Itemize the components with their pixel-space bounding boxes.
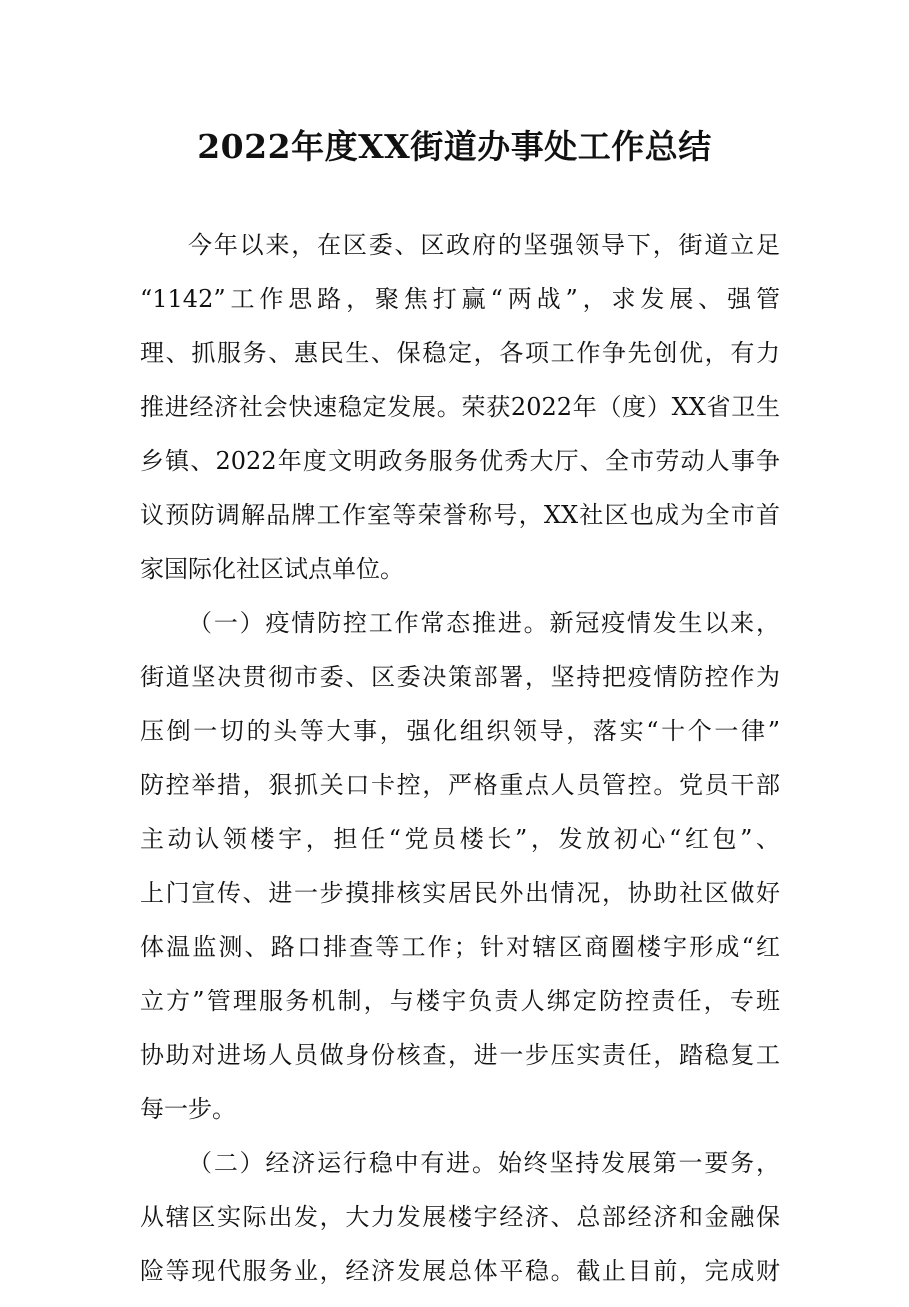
paragraph-line: 理、抓服务、惠民生、保稳定，各项工作争先创优，有力 bbox=[140, 339, 780, 367]
paragraph-economy bbox=[140, 1145, 780, 1307]
paragraph-line: 上门宣传、进一步摸排核实居民外出情况，协助社区做好 bbox=[140, 879, 780, 907]
paragraph-line: 体温监测、路口排查等工作；针对辖区商圈楼宇形成“红 bbox=[140, 933, 780, 961]
paragraph-line: （二）经济运行稳中有进。始终坚持发展第一要务， bbox=[188, 1149, 780, 1177]
paragraph-line: 险等现代服务业，经济发展总体平稳。截止目前，完成财 bbox=[140, 1257, 780, 1285]
paragraph-line: 立方”管理服务机制，与楼宇负责人绑定防控责任，专班 bbox=[140, 987, 780, 1015]
paragraph-line: 街道坚决贯彻市委、区委决策部署，坚持把疫情防控作为 bbox=[140, 663, 780, 691]
paragraph-line: 主动认领楼宇，担任“党员楼长”，发放初心“红包”、 bbox=[140, 825, 780, 853]
paragraph-line: 协助对进场人员做身份核查，进一步压实责任，踏稳复工 bbox=[140, 1041, 780, 1069]
paragraph-line: 乡镇、2022年度文明政务服务优秀大厅、全市劳动人事争 bbox=[140, 447, 780, 475]
paragraph-epidemic-control bbox=[140, 605, 780, 1145]
paragraph-line: 每一步。 bbox=[140, 1095, 236, 1123]
paragraph-line: 压倒一切的头等大事，强化组织领导，落实“十个一律” bbox=[140, 717, 780, 745]
paragraph-line: 议预防调解品牌工作室等荣誉称号，XX社区也成为全市首 bbox=[140, 501, 780, 529]
paragraph-line: 家国际化社区试点单位。 bbox=[140, 555, 404, 583]
paragraph-line: 防控举措，狠抓关口卡控，严格重点人员管控。党员干部 bbox=[140, 771, 780, 799]
paragraph-line: 从辖区实际出发，大力发展楼宇经济、总部经济和金融保 bbox=[140, 1203, 780, 1231]
document-title: 2022年度XX街道办事处工作总结 bbox=[197, 127, 712, 166]
document-body bbox=[140, 227, 780, 1307]
paragraph-line: （一）疫情防控工作常态推进。新冠疫情发生以来， bbox=[188, 609, 780, 637]
paragraph-line: 推进经济社会快速稳定发展。荣获2022年（度）XX省卫生 bbox=[140, 393, 780, 421]
paragraph-line: 今年以来，在区委、区政府的坚强领导下，街道立足 bbox=[188, 231, 780, 259]
paragraph-line: “1142”工作思路，聚焦打赢“两战”，求发展、强管 bbox=[140, 285, 780, 313]
paragraph-intro bbox=[140, 227, 780, 605]
